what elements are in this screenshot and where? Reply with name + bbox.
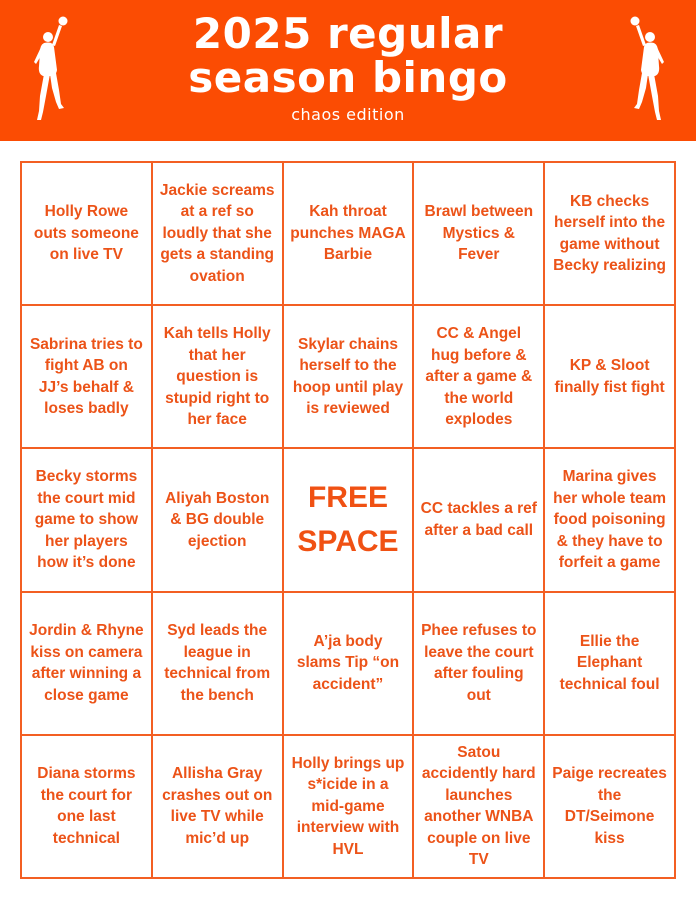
bingo-cell-r2-c5: KP & Sloot finally fist fight — [545, 306, 676, 449]
bingo-cell-r1-c3: Kah throat punches MAGA Barbie — [284, 163, 415, 306]
bingo-cell-r1-c1: Holly Rowe outs someone on live TV — [22, 163, 153, 306]
title-line-2: season bingo — [188, 53, 508, 102]
bingo-cell-r1-c5: KB checks herself into the game without Becky realizing — [545, 163, 676, 306]
bingo-cell-r2-c2: Kah tells Holly that her question is stupid right to her face — [153, 306, 284, 449]
bingo-cell-r1-c2: Jackie screams at a ref so loudly that she gets a standing ovation — [153, 163, 284, 306]
title-line-1: 2025 regular — [192, 9, 504, 58]
bingo-cell-r4-c5: Ellie the Elephant technical foul — [545, 593, 676, 736]
bingo-cell-r3-c1: Becky storms the court mid game to show her players how it’s done — [22, 449, 153, 592]
page-title — [0, 9, 696, 102]
bingo-cell-r4-c4: Phee refuses to leave the court after fouling out — [414, 593, 545, 736]
bingo-cell-r5-c1: Diana storms the court for one last technical — [22, 736, 153, 879]
bingo-cell-r3-c2: Aliyah Boston & BG double ejection — [153, 449, 284, 592]
bingo-cell-r4-c1: Jordin & Rhyne kiss on camera after winning a close game — [22, 593, 153, 736]
bingo-cell-r2-c1: Sabrina tries to fight AB on JJ’s behalf & loses badly — [22, 306, 153, 449]
bingo-board — [20, 161, 676, 879]
free-space-cell: FREE SPACE — [284, 449, 415, 592]
bingo-cell-r3-c4: CC tackles a ref after a bad call — [414, 449, 545, 592]
bingo-cell-r5-c3: Holly brings up s*icide in a mid-game interview with HVL — [284, 736, 415, 879]
subtitle: chaos edition — [291, 105, 405, 124]
bingo-cell-r1-c4: Brawl between Mystics & Fever — [414, 163, 545, 306]
bingo-cell-r4-c3: A’ja body slams Tip “on accident” — [284, 593, 415, 736]
bingo-cell-r2-c3: Skylar chains herself to the hoop until play is reviewed — [284, 306, 415, 449]
bingo-cell-r5-c4: Satou accidently hard launches another WNBA couple on live TV — [414, 736, 545, 879]
bingo-cell-r4-c2: Syd leads the league in technical from the bench — [153, 593, 284, 736]
header-banner — [0, 0, 696, 141]
bingo-cell-r5-c5: Paige recreates the DT/Seimone kiss — [545, 736, 676, 879]
bingo-cell-r5-c2: Allisha Gray crashes out on live TV while mic’d up — [153, 736, 284, 879]
bingo-cell-r3-c5: Marina gives her whole team food poisoning & they have to forfeit a game — [545, 449, 676, 592]
bingo-cell-r2-c4: CC & Angel hug before & after a game & the world explodes — [414, 306, 545, 449]
